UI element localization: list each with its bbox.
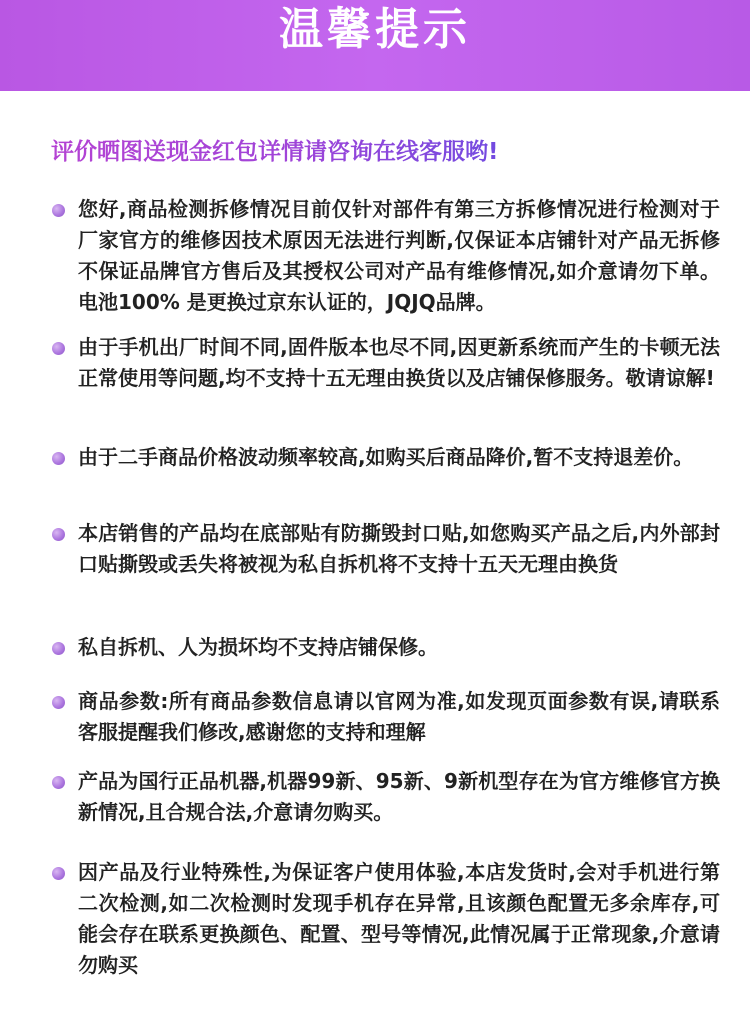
notice-text: 因产品及行业特殊性,为保证客户使用体验,本店发货时,会对手机进行第二次检测,如二次检测时发现手机存在异常,且该颜色配置无多余库存,可能会存在联系更换颜色、配置、型号等情况,此情况属于正常现象,介意请勿购买 [78,860,720,977]
notice-item-inspection [78,194,720,318]
bullet-dot-icon [52,204,65,217]
promo-subtitle: 评价晒图送现金红包详情请咨询在线客服哟! [51,134,731,170]
bullet-dot-icon [52,642,65,655]
notice-text: 您好,商品检测拆修情况目前仅针对部件有第三方拆修情况进行检测对于厂家官方的维修因技术原因无法进行判断,仅保证本店铺针对产品无拆修不保证品牌官方售后及其授权公司对产品有维修情况,如介意请勿下单。电池100% 是更换过京东认证的，JQJQ品牌。 [78,197,720,314]
bullet-dot-icon [52,452,65,465]
bullet-dot-icon [52,528,65,541]
notice-item-parameters [78,686,720,748]
notice-item-price-difference [78,442,720,473]
bullet-dot-icon [52,696,65,709]
notice-item-seal-sticker [78,518,720,580]
notice-item-warranty [78,632,720,663]
notice-item-condition [78,766,720,828]
page-title: 温馨提示 [279,3,471,55]
notice-item-firmware [78,332,720,394]
notice-text: 产品为国行正品机器,机器99新、95新、9新机型存在为官方维修官方换新情况,且合规合法,介意请勿购买。 [78,769,720,824]
bullet-dot-icon [52,867,65,880]
notice-text: 本店销售的产品均在底部贴有防撕毁封口贴,如您购买产品之后,内外部封口贴撕毁或丢失将被视为私自拆机将不支持十五天无理由换货 [78,521,720,576]
notice-text: 私自拆机、人为损坏均不支持店铺保修。 [78,635,438,659]
notice-text: 由于手机出厂时间不同,固件版本也尽不同,因更新系统而产生的卡顿无法正常使用等问题,均不支持十五无理由换货以及店铺保修服务。敬请谅解! [78,335,720,390]
bullet-dot-icon [52,342,65,355]
notice-text: 商品参数:所有商品参数信息请以官网为准,如发现页面参数有误,请联系客服提醒我们修改,感谢您的支持和理解 [78,689,720,744]
header-banner [0,0,750,91]
bullet-dot-icon [52,776,65,789]
notice-item-second-inspection [78,857,720,981]
notice-text: 由于二手商品价格波动频率较高,如购买后商品降价,暂不支持退差价。 [78,445,694,469]
